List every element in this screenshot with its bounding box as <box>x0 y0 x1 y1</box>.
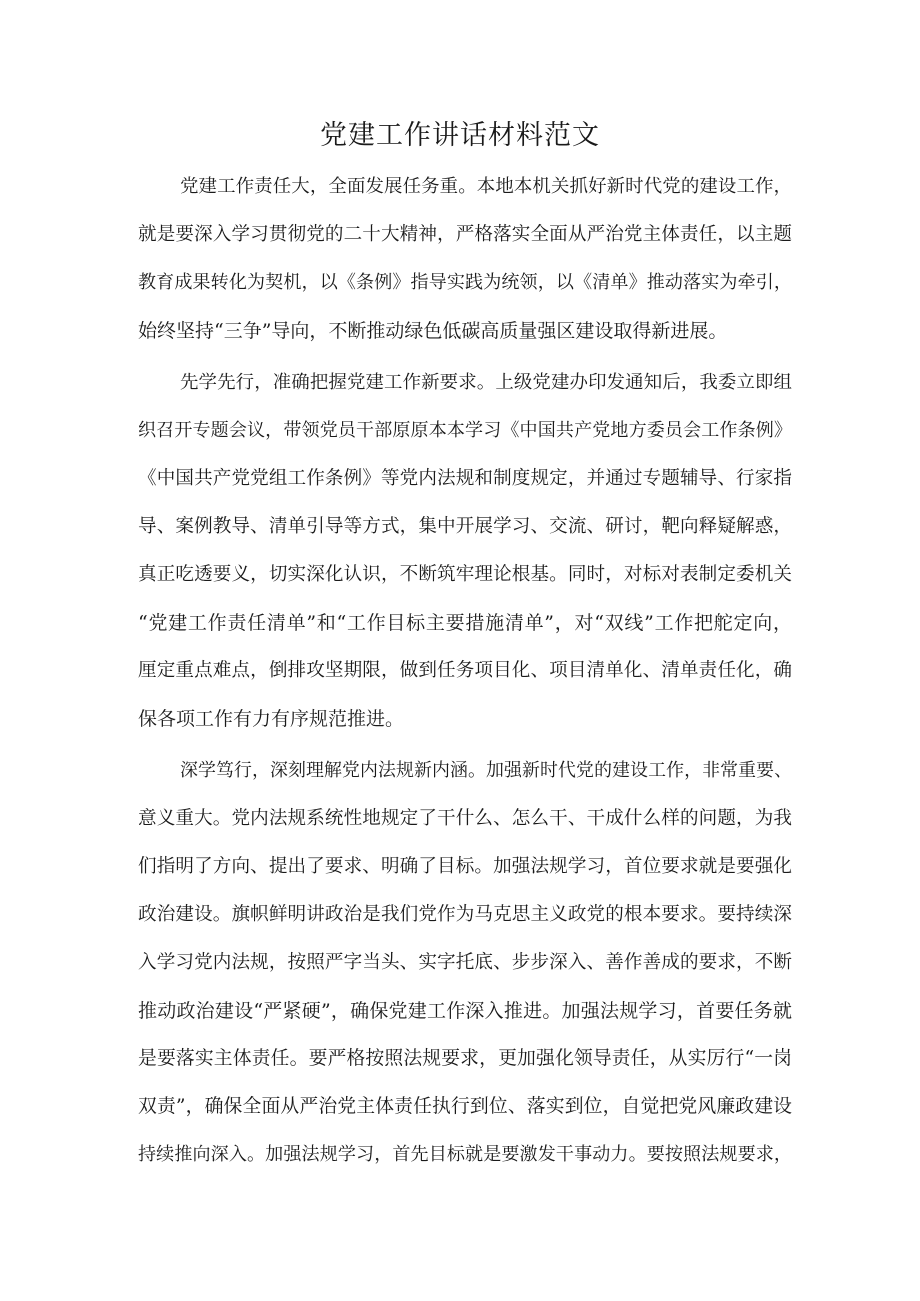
paragraph-3-line-5: 入学习党内法规，按照严字当头、实字托底、步步深入、善作善成的要求，不断 <box>138 952 792 973</box>
paragraph-2-line-4: 导、案例教导、清单引导等方式，集中开展学习、交流、研讨，靶向释疑解惑， <box>138 516 792 537</box>
paragraph-3-line-7: 是要落实主体责任。要严格按照法规要求，更加强化领导责任，从实厉行“一岗 <box>138 1048 792 1069</box>
paragraph-3-line-1: 深学笃行，深刻理解党内法规新内涵。加强新时代党的建设工作，非常重要、 <box>180 760 792 781</box>
paragraph-1-line-1: 党建工作责任大，全面发展任务重。本地本机关抓好新时代党的建设工作， <box>180 176 792 197</box>
paragraph-3-line-2: 意义重大。党内法规系统性地规定了干什么、怎么干、干成什么样的问题，为我 <box>138 808 792 829</box>
paragraph-2-line-6: “党建工作责任清单”和“工作目标主要措施清单”，对“双线”工作把舵定向， <box>138 612 792 634</box>
paragraph-3-line-4: 政治建设。旗帜鲜明讲政治是我们党作为马克思主义政党的根本要求。要持续深 <box>138 904 792 925</box>
paragraph-3-line-9: 持续推向深入。加强法规学习，首先目标就是要激发干事动力。要按照法规要求， <box>138 1144 792 1165</box>
paragraph-2-line-3: 《中国共产党党组工作条例》等党内法规和制度规定，并通过专题辅导、行家指 <box>138 468 792 489</box>
paragraph-3-line-6: 推动政治建设“严紧硬”，确保党建工作深入推进。加强法规学习，首要任务就 <box>138 1000 792 1022</box>
paragraph-2-line-5: 真正吃透要义，切实深化认识，不断筑牢理论根基。同时，对标对表制定委机关 <box>138 564 792 585</box>
document-title: 党建工作讲话材料范文 <box>320 120 600 151</box>
paragraph-1-line-2: 就是要深入学习贯彻党的二十大精神，严格落实全面从严治党主体责任，以主题 <box>138 224 792 245</box>
paragraph-2-line-7: 厘定重点难点，倒排攻坚期限，做到任务项目化、项目清单化、清单责任化，确 <box>138 660 792 681</box>
paragraph-2-line-8: 保各项工作有力有序规范推进。 <box>138 708 405 730</box>
paragraph-2-line-1: 先学先行，准确把握党建工作新要求。上级党建办印发通知后，我委立即组 <box>180 372 792 393</box>
paragraph-3-line-3: 们指明了方向、提出了要求、明确了目标。加强法规学习，首位要求就是要强化 <box>138 856 792 877</box>
paragraph-3-line-8: 双责”，确保全面从严治党主体责任执行到位、落实到位，自觉把党风廉政建设 <box>138 1096 792 1117</box>
paragraph-2-line-2: 织召开专题会议，带领党员干部原原本本学习《中国共产党地方委员会工作条例》 <box>138 420 792 441</box>
paragraph-1-line-3: 教育成果转化为契机，以《条例》指导实践为统领，以《清单》推动落实为牵引， <box>138 272 792 293</box>
paragraph-1-line-4: 始终坚持“三争”导向，不断推动绿色低碳高质量强区建设取得新进展。 <box>138 320 728 342</box>
